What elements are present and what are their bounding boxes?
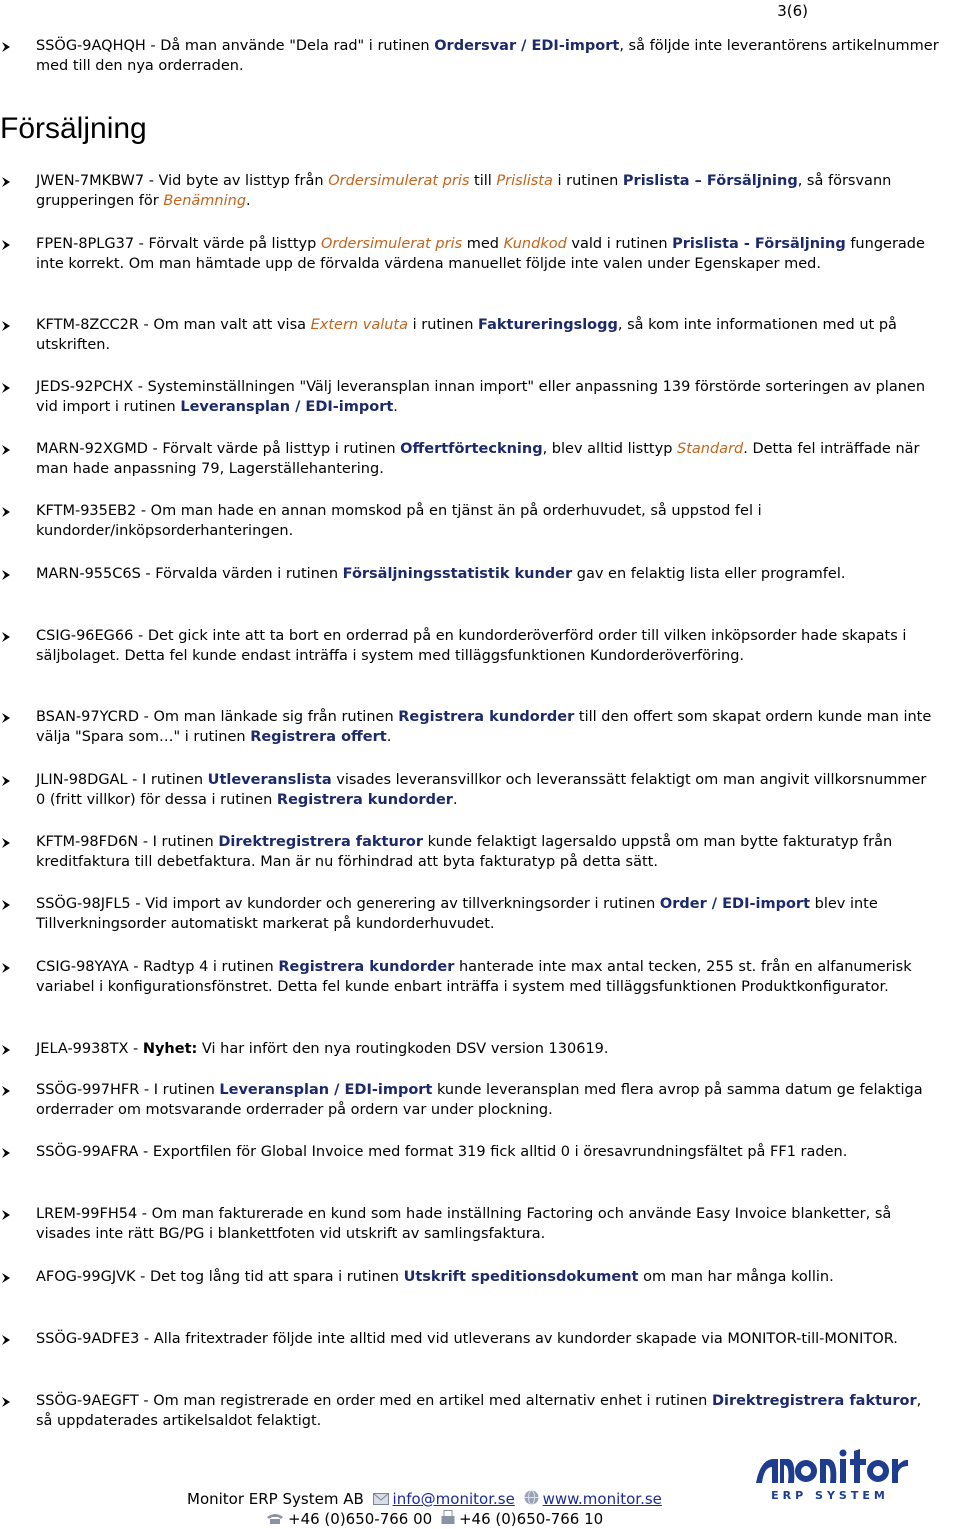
text-run: JWEN-7MKBW7 - Vid byte av listtyp från <box>36 173 329 189</box>
web-globe-icon <box>524 1490 539 1509</box>
bullet-arrow-icon <box>0 1143 14 1159</box>
bullet-text <box>36 1392 940 1431</box>
bullet-item <box>0 37 940 76</box>
text-run: , så följde inte leverantörens artikelnummer med till den nya orderraden. <box>36 38 939 74</box>
bullet-item <box>0 958 940 997</box>
bullet-text <box>36 1040 940 1060</box>
routine-name: Registrera kundorder <box>278 959 455 975</box>
bullet-item <box>0 895 940 934</box>
text-run: gav en felaktig lista eller programfel. <box>572 566 846 582</box>
section-heading: Försäljning <box>0 112 147 145</box>
routine-name: Leveransplan / EDI-import <box>180 398 394 415</box>
footer-web-link[interactable]: www.monitor.se <box>542 1490 662 1508</box>
text-run: . <box>386 728 392 745</box>
bullet-arrow-icon <box>0 627 14 643</box>
emphasis-text: Nyhet: <box>142 1041 198 1057</box>
routine-name: Utskrift speditionsdokument <box>403 1269 639 1285</box>
text-run: , så försvann grupperingen för <box>36 173 892 209</box>
routine-name: Ordersvar / EDI-import <box>434 38 620 54</box>
bullet-item <box>0 1143 940 1163</box>
bullet-arrow-icon <box>0 1205 14 1221</box>
bullet-arrow-icon <box>0 1392 14 1408</box>
text-run: FPEN-8PLG37 - Förvalt värde på listtyp <box>36 236 321 252</box>
bullet-item <box>0 1205 940 1244</box>
routine-name: Direktregistrera fakturor <box>711 1393 917 1409</box>
text-run: JEDS-92PCHX - Systeminställningen "Välj leveransplan innan import" eller anpassning 139 förstörde sorteringen av planen vid import i rutinen <box>36 379 926 415</box>
text-run: . <box>393 398 398 415</box>
bullet-text <box>36 378 940 417</box>
routine-name: Order / EDI-import <box>659 896 811 912</box>
footer-company: Monitor ERP System AB <box>187 1490 364 1508</box>
bullet-arrow-icon <box>0 1330 14 1346</box>
text-run: KFTM-98FD6N - I rutinen <box>36 834 219 850</box>
bullet-text <box>36 1143 940 1163</box>
logo-tagline: ERP SYSTEM <box>771 1489 889 1502</box>
text-run: blev inte Tillverkningsorder automatiskt markerat på kundorderhuvudet. <box>36 896 878 932</box>
text-run: BSAN-97YCRD - Om man länkade sig från rutinen <box>36 709 399 725</box>
text-run: CSIG-98YAYA - Radtyp 4 i rutinen <box>36 959 279 975</box>
bullet-text <box>36 895 940 934</box>
bullet-item <box>0 1081 940 1120</box>
bullet-text <box>36 771 940 810</box>
bullet-arrow-icon <box>0 172 14 188</box>
text-run: KFTM-8ZCC2R - Om man valt att visa <box>36 317 311 333</box>
text-run: , så kom inte informationen med ut på utskriften. <box>36 317 897 353</box>
routine-name: Prislista – Försäljning <box>622 173 798 189</box>
text-run: JELA-9938TX - <box>36 1041 143 1057</box>
text-run: kunde leveransplan med flera avrop på samma datum ge felaktiga orderrader om motsvarande orderrader på ordern var under plockning. <box>36 1082 923 1118</box>
bullet-item <box>0 1392 940 1431</box>
routine-name: Utleveranslista <box>207 772 332 788</box>
bullet-arrow-icon <box>0 771 14 787</box>
bullet-item <box>0 1040 940 1060</box>
bullet-arrow-icon <box>0 378 14 394</box>
bullet-text <box>36 1205 940 1244</box>
bullet-arrow-icon <box>0 708 14 724</box>
routine-name: Offertförteckning <box>400 441 543 457</box>
bullet-item <box>0 440 940 479</box>
bullet-item <box>0 627 940 666</box>
text-run: CSIG-96EG66 - Det gick inte att ta bort en orderrad på en kundorderöverförd order till vilken inköpsorder hade skapats i säljbolaget. Detta fel kunde endast inträffa i system med tilläggsfunktionen Kundorderöverföring. <box>36 628 907 664</box>
bullet-item <box>0 1268 940 1288</box>
text-run: , så uppdaterades artikelsaldot felaktigt. <box>36 1393 922 1429</box>
text-run: SSÖG-99AFRA - Exportfilen för Global Invoice med format 319 fick alltid 0 i öresavrundningsfältet på FF1 raden. <box>36 1144 848 1160</box>
text-run: SSÖG-9ADFE3 - Alla fritextrader följde inte alltid med vid utleverans av kundorder skapade via MONITOR-till-MONITOR. <box>36 1331 898 1347</box>
option-name: Ordersimulerat pris <box>320 236 463 252</box>
routine-name: Faktureringslogg <box>478 317 618 333</box>
bullet-text <box>36 565 940 585</box>
bullet-item <box>0 565 940 585</box>
text-run: MARN-92XGMD - Förvalt värde på listtyp i rutinen <box>36 441 401 457</box>
bullet-arrow-icon <box>0 565 14 581</box>
page-number: 3(6) <box>777 2 808 20</box>
bullet-item <box>0 1330 940 1350</box>
bullet-text <box>36 627 940 666</box>
bullet-text <box>36 316 940 355</box>
bullet-arrow-icon <box>0 37 14 53</box>
text-run: JLIN-98DGAL - I rutinen <box>36 772 208 788</box>
bullet-text <box>36 708 940 747</box>
bullet-item <box>0 235 940 274</box>
text-run: till den offert som skapat ordern kunde man inte välja "Spara som…" i rutinen <box>36 709 932 745</box>
bullet-item <box>0 172 940 211</box>
bullet-item <box>0 833 940 872</box>
bullet-arrow-icon <box>0 1268 14 1284</box>
text-run: . <box>246 192 251 209</box>
routine-name: Leveransplan / EDI-import <box>219 1082 433 1098</box>
bullet-arrow-icon <box>0 1081 14 1097</box>
bullet-arrow-icon <box>0 440 14 456</box>
text-run: . Detta fel inträffade när man hade anpassning 79, Lagerställehantering. <box>36 441 920 477</box>
routine-name: Registrera kundorder <box>276 791 453 808</box>
text-run: SSÖG-9AQHQH - Då man använde "Dela rad" i rutinen <box>36 38 435 54</box>
footer-phone: +46 (0)650-766 00 <box>288 1510 433 1528</box>
phone-icon <box>266 1511 284 1529</box>
bullet-text <box>36 1081 940 1120</box>
footer-fax: +46 (0)650-766 10 <box>458 1510 604 1528</box>
text-run: , blev alltid listtyp <box>542 441 678 457</box>
bullet-text <box>36 1330 940 1350</box>
routine-name: Prislista - Försäljning <box>672 236 846 252</box>
bullet-arrow-icon <box>0 235 14 251</box>
bullet-item <box>0 771 940 810</box>
bullet-text <box>36 172 940 211</box>
text-run: SSÖG-997HFR - I rutinen <box>36 1082 220 1098</box>
bullet-arrow-icon <box>0 958 14 974</box>
footer-email-link[interactable]: info@monitor.se <box>392 1490 515 1508</box>
bullet-item <box>0 316 940 355</box>
text-run: kunde felaktigt lagersaldo uppstå om man bytte fakturatyp från kreditfaktura till debetfaktura. Man är nu förhindrad att byta fakturatyp på detta sätt. <box>36 834 893 870</box>
text-run: visades leveransvillkor och leveranssätt felaktigt om man angivit villkorsnummer 0 (fritt villkor) för dessa i rutinen <box>36 772 927 808</box>
text-run: hanterade inte max antal tecken, 255 st. från en alfanumerisk variabel i konfigurationsfönstret. Detta fel kunde enbart inträffa i system med tilläggsfunktionen Produktkonfigurator. <box>36 959 912 995</box>
text-run: KFTM-935EB2 - Om man hade en annan momskod på en tjänst än på orderhuvudet, så uppstod fel i kundorder/inköpsorderhanteringen. <box>36 503 762 539</box>
text-run: om man har många kollin. <box>638 1269 834 1285</box>
text-run: med <box>462 236 504 252</box>
text-run: SSÖG-98JFL5 - Vid import av kundorder och generering av tillverkningsorder i rutinen <box>36 896 660 912</box>
text-run: AFOG-99GJVK - Det tog lång tid att spara i rutinen <box>36 1269 404 1285</box>
bullet-text <box>36 833 940 872</box>
text-run: SSÖG-9AEGFT - Om man registrerade en order med en artikel med alternativ enhet i rutinen <box>36 1393 712 1409</box>
bullet-arrow-icon <box>0 833 14 849</box>
bullet-arrow-icon <box>0 895 14 911</box>
text-run: fungerade inte korrekt. Om man hämtade upp de förvalda värdena manuellet följde inte valen under Egenskaper med. <box>36 236 925 272</box>
bullet-text <box>36 235 940 274</box>
option-name: Standard <box>677 441 744 457</box>
option-name: Extern valuta <box>310 317 408 333</box>
bullet-item <box>0 708 940 747</box>
bullet-text <box>36 502 940 541</box>
routine-name: Försäljningsstatistik kunder <box>342 566 573 582</box>
text-run: . <box>452 791 458 808</box>
text-run: i rutinen <box>408 317 479 333</box>
text-run: LREM-99FH54 - Om man fakturerade en kund som hade inställning Factoring och använde Easy Invoice blanketter, så visades inte rätt BG/PG i blankettfoten vid utskrift av samlingsfaktura. <box>36 1206 892 1242</box>
email-icon <box>373 1491 389 1509</box>
bullet-text <box>36 440 940 479</box>
bullet-arrow-icon <box>0 1040 14 1056</box>
routine-name: Direktregistrera fakturor <box>218 834 424 850</box>
text-run: MARN-955C6S - Förvalda värden i rutinen <box>36 566 343 582</box>
bullet-item <box>0 378 940 417</box>
bullet-text <box>36 37 940 76</box>
routine-name: Registrera kundorder <box>398 709 575 725</box>
bullet-text <box>36 958 940 997</box>
text-run: Vi har infört den nya routingkoden DSV version 130619. <box>197 1041 609 1057</box>
bullet-arrow-icon <box>0 316 14 332</box>
bullet-text <box>36 1268 940 1288</box>
fax-icon <box>441 1510 455 1529</box>
option-name: Prislista <box>496 173 553 189</box>
routine-name: Registrera offert <box>250 728 387 745</box>
bullet-item <box>0 502 940 541</box>
option-name: Benämning <box>163 192 247 209</box>
option-name: Kundkod <box>503 236 567 252</box>
bullet-arrow-icon <box>0 502 14 518</box>
text-run: i rutinen <box>552 173 623 189</box>
monitor-logo <box>750 1445 910 1505</box>
option-name: Ordersimulerat pris <box>328 173 470 189</box>
text-run: vald i rutinen <box>566 236 673 252</box>
text-run: till <box>469 173 497 189</box>
